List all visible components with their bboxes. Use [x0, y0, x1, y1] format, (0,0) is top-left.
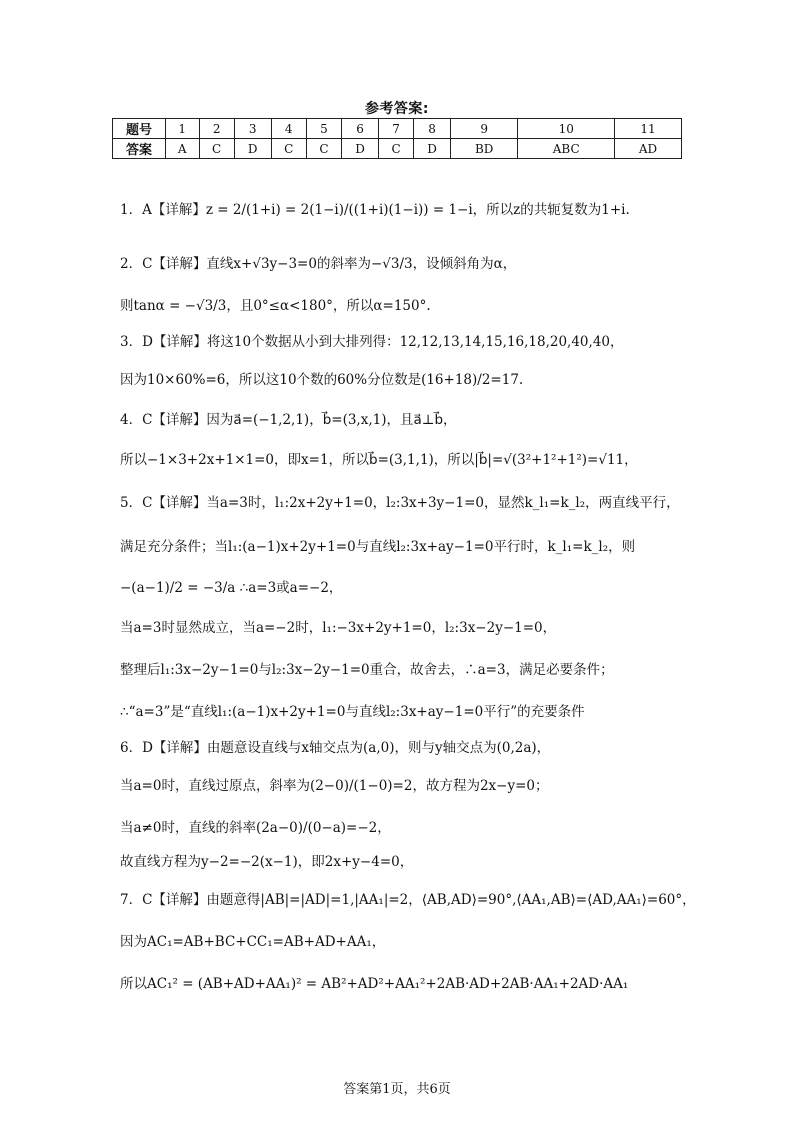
- answer-cell: C: [378, 139, 413, 159]
- answer-table: [112, 118, 682, 159]
- question-number: 5: [306, 119, 341, 139]
- page-footer: 答案第1页，共6页: [343, 1082, 451, 1097]
- answer-cell: C: [306, 139, 341, 159]
- row-header-answer: 答案: [113, 139, 166, 159]
- question-number: 11: [615, 119, 682, 139]
- answer-cell: ABC: [518, 139, 615, 159]
- answer-cell: D: [414, 139, 451, 159]
- question-number: 10: [518, 119, 615, 139]
- solution-5-line-2: 满足充分条件；当l₁:(a−1)x+2y+1=0与直线l₂:3x+ay−1=0平行时，k_l₁=k_l₂，则: [120, 539, 636, 555]
- row-header-number: 题号: [113, 119, 166, 139]
- answer-cell: C: [199, 139, 234, 159]
- answer-cell: AD: [615, 139, 682, 159]
- question-number: 3: [234, 119, 271, 139]
- page-title: 参考答案:: [364, 101, 430, 117]
- question-number: 9: [451, 119, 518, 139]
- solution-5-line-3: −(a−1)/2 = −3/a ∴a=3或a=−2，: [120, 580, 343, 596]
- question-number: 4: [271, 119, 306, 139]
- question-number: 6: [342, 119, 379, 139]
- solution-7-line-2: 因为AC₁=AB+BC+CC₁=AB+AD+AA₁，: [120, 934, 386, 950]
- solution-6-line-1: 6．D【详解】由题意设直线与x轴交点为(a,0)，则与y轴交点为(0,2a)，: [120, 740, 551, 756]
- answer-cell: C: [271, 139, 306, 159]
- solution-7-line-1: 7．C【详解】由题意得|AB|=|AD|=1,|AA₁|=2，⟨AB,AD⟩=90°,⟨AA₁,AB⟩=⟨AD,AA₁⟩=60°，: [120, 892, 696, 908]
- question-number: 2: [199, 119, 234, 139]
- solution-5-line-1: 5．C【详解】当a=3时，l₁:2x+2y+1=0，l₂:3x+3y−1=0，显然k_l₁=k_l₂，两直线平行，: [120, 495, 680, 511]
- answer-cell: A: [166, 139, 200, 159]
- answer-cell: BD: [451, 139, 518, 159]
- solution-3-line-1: 3．D【详解】将这10个数据从小到大排列得：12,12,13,14,15,16,18,20,40,40，: [120, 334, 624, 350]
- solution-2-line-1: 2．C【详解】直线x+√3y−3=0的斜率为−√3/3，设倾斜角为α，: [120, 256, 517, 272]
- solution-2-line-2: 则tanα = −√3/3，且0°≤α<180°，所以α=150°.: [120, 298, 431, 314]
- answer-cell: D: [234, 139, 271, 159]
- solution-4-line-1: 4．C【详解】因为a⃗=(−1,2,1)，b⃗=(3,x,1)，且a⃗⊥b⃗，: [120, 412, 457, 428]
- question-number-row: [113, 119, 682, 139]
- solution-1-line-1: 1．A【详解】z = 2/(1+i) = 2(1−i)/((1+i)(1−i)) = 1−i，所以z的共轭复数为1+i.: [120, 202, 630, 218]
- question-number: 7: [378, 119, 413, 139]
- solution-7-line-3: 所以AC₁² = (AB+AD+AA₁)² = AB²+AD²+AA₁²+2AB·AD+2AB·AA₁+2AD·AA₁: [120, 976, 629, 992]
- question-number: 8: [414, 119, 451, 139]
- solution-5-line-6: ∴“a=3”是“直线l₁:(a−1)x+2y+1=0与直线l₂:3x+ay−1=0平行”的充要条件: [120, 704, 585, 720]
- solution-6-line-3: 当a≠0时，直线的斜率(2a−0)/(0−a)=−2，: [120, 820, 391, 836]
- solution-6-line-2: 当a=0时，直线过原点，斜率为(2−0)/(1−0)=2，故方程为2x−y=0；: [120, 778, 549, 794]
- solution-4-line-2: 所以−1×3+2x+1×1=0，即x=1，所以b⃗=(3,1,1)，所以|b⃗|=√(3²+1²+1²)=√11，: [120, 452, 638, 468]
- solution-6-line-4: 故直线方程为y−2=−2(x−1)，即2x+y−4=0，: [120, 854, 414, 870]
- question-number: 1: [166, 119, 200, 139]
- answer-row: [113, 139, 682, 159]
- solution-5-line-4: 当a=3时显然成立，当a=−2时，l₁:−3x+2y+1=0，l₂:3x−2y−1=0，: [120, 620, 557, 636]
- answer-cell: D: [342, 139, 379, 159]
- solution-5-line-5: 整理后l₁:3x−2y−1=0与l₂:3x−2y−1=0重合，故舍去，∴a=3，满足必要条件；: [120, 662, 614, 678]
- solution-3-line-2: 因为10×60%=6，所以这10个数的60%分位数是(16+18)/2=17.: [120, 372, 524, 388]
